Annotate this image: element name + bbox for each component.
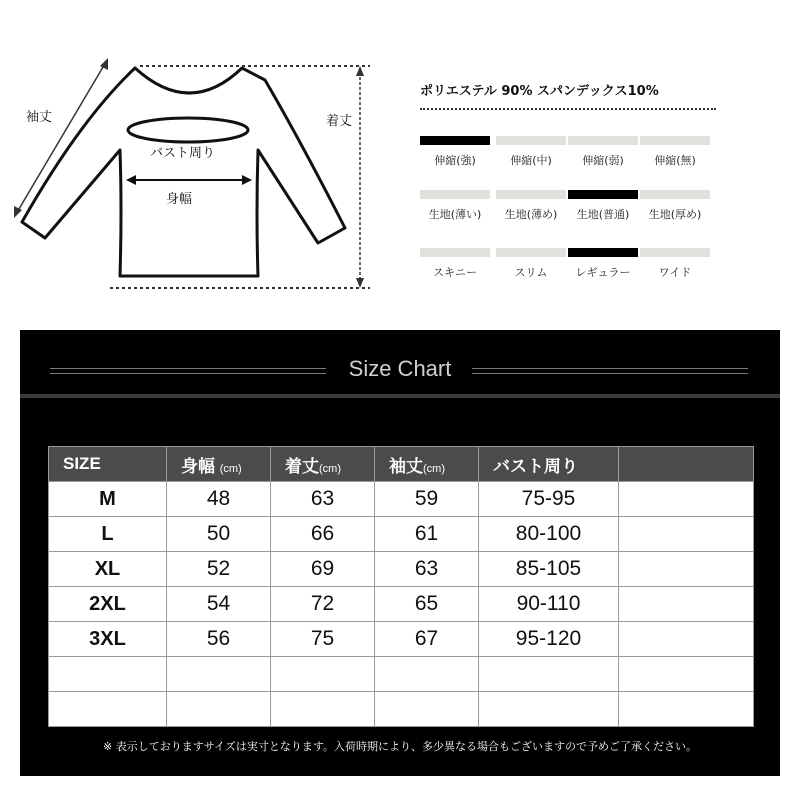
length-cell: 69: [271, 552, 375, 587]
table-row: [49, 517, 754, 552]
fabric-thickness-bar: [420, 190, 490, 199]
garment-diagram: [0, 0, 400, 310]
fit-scale: [420, 248, 720, 288]
header-bust: バスト周り: [479, 447, 619, 482]
fit-type-bar: [640, 248, 710, 257]
sleeve-cell: 61: [375, 517, 479, 552]
size-cell: 3XL: [49, 622, 167, 657]
empty-cell: [619, 692, 754, 727]
length-cell: 72: [271, 587, 375, 622]
empty-cell: [167, 657, 271, 692]
size-cell: 2XL: [49, 587, 167, 622]
size-cell: L: [49, 517, 167, 552]
header-sleeve: 袖丈(cm): [375, 447, 479, 482]
size-disclaimer: ※ 表示しておりますサイズは実寸となります。入荷時期により、多少異なる場合もございますので予めご了承ください。: [103, 740, 697, 753]
empty-cell: [619, 657, 754, 692]
sleeve-cell: 59: [375, 482, 479, 517]
table-header-row: [49, 447, 754, 482]
fit-type-label: スキニー: [433, 266, 477, 279]
table-row: [49, 587, 754, 622]
sleeve-cell: 65: [375, 587, 479, 622]
fabric-thickness-label: 生地(厚め): [648, 208, 702, 221]
width-cell: 52: [167, 552, 271, 587]
empty-cell: [619, 517, 754, 552]
table-row: [49, 482, 754, 517]
bust-cell: 95-120: [479, 622, 619, 657]
header-length: 着丈(cm): [271, 447, 375, 482]
empty-cell: [619, 482, 754, 517]
size-chart-panel: [20, 330, 780, 776]
sleeve-cell: 63: [375, 552, 479, 587]
stretch-level-label: 伸縮(中): [510, 154, 552, 167]
width-cell: 56: [167, 622, 271, 657]
table-row: [49, 552, 754, 587]
empty-cell: [619, 622, 754, 657]
length-cell: 75: [271, 622, 375, 657]
bust-cell: 80-100: [479, 517, 619, 552]
empty-cell: [271, 657, 375, 692]
fabric-scale: [420, 190, 720, 230]
width-cell: 48: [167, 482, 271, 517]
width-cell: 54: [167, 587, 271, 622]
dotted-divider: [420, 108, 716, 110]
empty-cell: [49, 657, 167, 692]
header-size: SIZE: [49, 447, 167, 482]
fit-type-label: レギュラー: [575, 266, 631, 279]
fabric-thickness-bar: [496, 190, 566, 199]
body-length-label: 着丈: [326, 114, 353, 129]
sleeve-cell: 67: [375, 622, 479, 657]
empty-cell: [479, 692, 619, 727]
stretch-level-label: 伸縮(無): [654, 154, 696, 167]
fabric-thickness-label: 生地(普通): [576, 208, 630, 221]
sleeve-length-label: 袖丈: [26, 110, 53, 125]
table-row: [49, 692, 754, 727]
stretch-scale: [420, 136, 720, 176]
fit-type-bar-selected: [568, 248, 638, 257]
empty-cell: [619, 587, 754, 622]
fit-type-bar: [496, 248, 566, 257]
stretch-level-bar: [568, 136, 638, 145]
size-cell: M: [49, 482, 167, 517]
fit-type-label: スリム: [514, 266, 548, 279]
header-extra: [619, 447, 754, 482]
bust-cell: 85-105: [479, 552, 619, 587]
stretch-level-label: 伸縮(強): [434, 154, 476, 167]
width-cell: 50: [167, 517, 271, 552]
fabric-thickness-bar: [640, 190, 710, 199]
size-table: [48, 446, 754, 727]
header-separator: [20, 394, 780, 398]
bust-label: バスト周り: [150, 146, 216, 161]
table-row: [49, 622, 754, 657]
empty-cell: [375, 657, 479, 692]
empty-cell: [271, 692, 375, 727]
empty-cell: [619, 552, 754, 587]
stretch-level-bar-selected: [420, 136, 490, 145]
empty-cell: [375, 692, 479, 727]
length-cell: 66: [271, 517, 375, 552]
fabric-thickness-label: 生地(薄め): [504, 208, 558, 221]
size-chart-title: Size Chart: [348, 356, 452, 381]
body-width-label: 身幅: [166, 192, 193, 207]
fabric-thickness-label: 生地(薄い): [428, 208, 482, 221]
empty-cell: [167, 692, 271, 727]
stretch-level-bar: [640, 136, 710, 145]
table-row: [49, 657, 754, 692]
stretch-level-bar: [496, 136, 566, 145]
size-cell: XL: [49, 552, 167, 587]
length-cell: 63: [271, 482, 375, 517]
size-chart-header: [20, 352, 780, 388]
bust-cell: 75-95: [479, 482, 619, 517]
empty-cell: [49, 692, 167, 727]
stretch-level-label: 伸縮(弱): [582, 154, 624, 167]
bust-cell: 90-110: [479, 587, 619, 622]
material-text: ポリエステル 90% スパンデックス10%: [420, 84, 659, 99]
fabric-thickness-bar-selected: [568, 190, 638, 199]
empty-cell: [479, 657, 619, 692]
header-width: 身幅 (cm): [167, 447, 271, 482]
fit-type-label: ワイド: [658, 266, 692, 279]
fit-type-bar: [420, 248, 490, 257]
